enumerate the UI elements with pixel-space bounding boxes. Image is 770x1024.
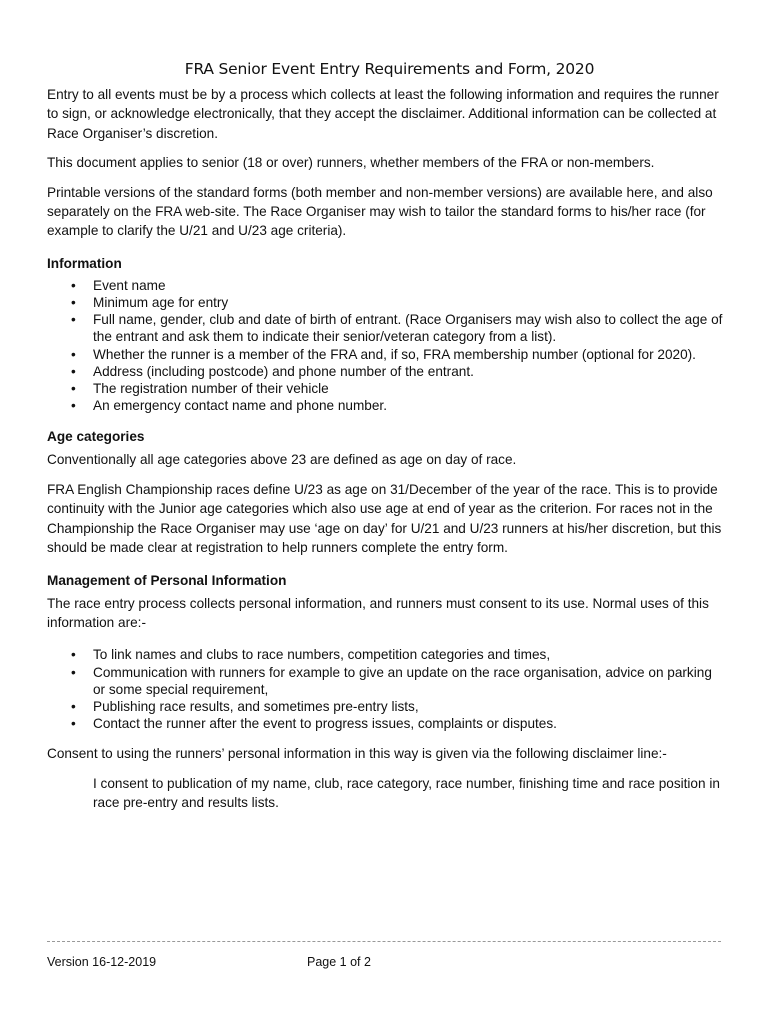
bullet-icon: • bbox=[71, 312, 76, 328]
information-heading: Information bbox=[47, 255, 122, 271]
page-number: Page 1 of 2 bbox=[307, 955, 371, 969]
bullet-icon: • bbox=[71, 698, 76, 714]
list-item: • Publishing race results, and sometimes pre-entry lists, bbox=[71, 698, 419, 714]
personal-info-heading: Management of Personal Information bbox=[47, 572, 287, 588]
list-item: • Whether the runner is a member of the FRA and, if so, FRA membership number (optional for 2020). bbox=[71, 346, 696, 362]
footer-divider bbox=[47, 941, 721, 942]
intro-paragraph-2: This document applies to senior (18 or over) runners, whether members of the FRA or non-members. bbox=[47, 155, 655, 171]
personal-info-list bbox=[47, 646, 727, 732]
bullet-icon: • bbox=[71, 277, 76, 293]
consent-paragraph: Consent to using the runners’ personal information in this way is given via the following disclaimer line:- bbox=[47, 746, 667, 762]
list-item: • To link names and clubs to race numbers, competition categories and times, bbox=[71, 647, 551, 663]
list-item: • Minimum age for entry bbox=[71, 295, 229, 311]
intro-paragraph-1: Entry to all events must be by a process which collects at least the following information and requires the runner to sign, or acknowledge electronically, that they accept the disclaimer. Additional information can be collected at Race Organiser’s discretion. bbox=[47, 87, 719, 141]
information-list bbox=[47, 277, 727, 415]
list-item: • Communication with runners for example to give an update on the race organisation, advice on parking or some special requirement, bbox=[71, 664, 712, 697]
bullet-icon: • bbox=[71, 716, 76, 732]
age-categories-paragraph-1: Conventionally all age categories above 23 are defined as age on day of race. bbox=[47, 452, 517, 468]
age-categories-paragraph-2: FRA English Championship races define U/23 as age on 31/December of the year of the race. This is to provide continuity with the Junior age categories which also use age at end of year as the criterion. For races not in the Championship the Race Organiser may use ‘age on day’ for U/21 and U/23 runners at his/her discretion, but this should be made clear at registration to help runners complete the entry form. bbox=[47, 481, 722, 556]
bullet-icon: • bbox=[71, 295, 76, 311]
list-item: • The registration number of their vehicle bbox=[71, 381, 329, 397]
bullet-icon: • bbox=[71, 647, 76, 663]
version-label: Version 16-12-2019 bbox=[47, 955, 157, 969]
personal-info-intro: The race entry process collects personal information, and runners must consent to its use. Normal uses of this information are:- bbox=[47, 595, 709, 630]
list-item: • Event name bbox=[71, 277, 166, 293]
document-page bbox=[47, 60, 727, 823]
intro-paragraph-3: Printable versions of the standard forms (both member and non-member versions) are available here, and also separately on the FRA web-site. The Race Organiser may wish to tailor the standard forms to his/her race (for example to clarify the U/21 and U/23 age criteria). bbox=[47, 184, 713, 239]
bullet-icon: • bbox=[71, 381, 76, 397]
bullet-icon: • bbox=[71, 664, 76, 680]
list-item: • Contact the runner after the event to progress issues, complaints or disputes. bbox=[71, 716, 557, 732]
bullet-icon: • bbox=[71, 363, 76, 379]
disclaimer-text: I consent to publication of my name, club, race category, race number, finishing time and race position in race pre-entry and results lists. bbox=[93, 775, 720, 811]
list-item: • Full name, gender, club and date of birth of entrant. (Race Organisers may wish also to collect the age of the entrant and ask them to indicate their senior/veteran category from a list). bbox=[71, 312, 723, 345]
bullet-icon: • bbox=[71, 346, 76, 362]
age-categories-heading: Age categories bbox=[47, 429, 145, 445]
bullet-icon: • bbox=[71, 398, 76, 414]
page-title: FRA Senior Event Entry Requirements and Form, 2020 bbox=[184, 60, 595, 78]
list-item: • An emergency contact name and phone number. bbox=[71, 398, 387, 414]
list-item: • Address (including postcode) and phone number of the entrant. bbox=[71, 363, 474, 379]
